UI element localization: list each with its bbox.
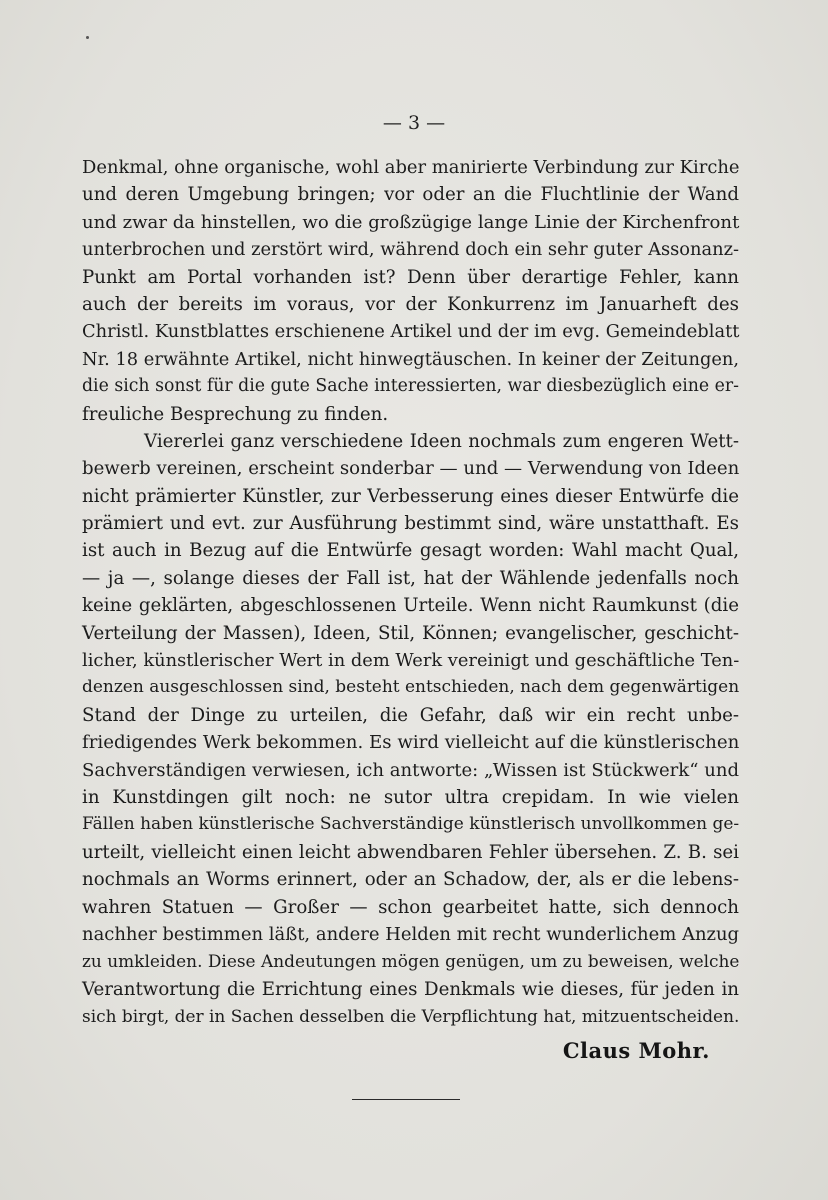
paper-speck (86, 36, 89, 39)
text-line: Viererlei ganz verschiedene Ideen nochmals zum engeren Wett- (144, 430, 739, 452)
text-line: Denkmal, ohne organische, wohl aber manirierte Verbindung zur Kirche (82, 157, 740, 178)
page-number: — 3 — (382, 112, 446, 134)
text-line: keine geklärten, abgeschlossenen Urteile. Wenn nicht Raumkunst (die (82, 595, 739, 617)
text-line: sich birgt, der in Sachen desselben die Verpflichtung hat, mitzuentscheiden. (82, 1006, 740, 1027)
end-rule-divider (352, 1099, 460, 1100)
author-signature: Claus Mohr. (562, 1038, 710, 1063)
text-line: und zwar da hinstellen, wo die großzügige lange Linie der Kirchenfront (82, 211, 740, 233)
text-line: Punkt am Portal vorhanden ist? Denn über derartige Fehler, kann (82, 266, 739, 288)
text-line: nachher bestimmen läßt, andere Helden mit recht wunderlichem Anzug (82, 923, 740, 945)
text-line: bewerb vereinen, erscheint sonderbar — und — Verwendung von Ideen (82, 458, 740, 480)
text-line: freuliche Besprechung zu finden. (82, 403, 389, 425)
text-line: nicht prämierter Künstler, zur Verbesserung eines dieser Entwürfe die (82, 485, 739, 507)
text-line: Stand der Dinge zu urteilen, die Gefahr, daß wir ein recht unbe- (82, 704, 739, 726)
text-line: Sachverständigen verwiesen, ich antworte: „Wissen ist Stückwerk“ und (82, 759, 739, 781)
text-line: wahren Statuen — Großer — schon gearbeitet hatte, sich dennoch (82, 896, 739, 918)
text-line: unterbrochen und zerstört wird, während doch ein sehr guter Assonanz- (82, 239, 739, 261)
text-line: denzen ausgeschlossen sind, besteht entschieden, nach dem gegenwärtigen (82, 677, 740, 698)
text-line: urteilt, vielleicht einen leicht abwendbaren Fehler übersehen. Z. B. sei (82, 841, 739, 863)
text-line: Fällen haben künstlerische Sachverständige künstlerisch unvollkommen ge- (82, 814, 740, 835)
text-line: ist auch in Bezug auf die Entwürfe gesagt worden: Wahl macht Qual, (82, 540, 739, 562)
text-line: Christl. Kunstblattes erschienene Artikel und der im evg. Gemeindeblatt (82, 321, 740, 343)
text-line: Verteilung der Massen), Ideen, Stil, Können; evangelischer, geschicht- (82, 622, 739, 644)
text-line: und deren Umgebung bringen; vor oder an die Fluchtlinie der Wand (82, 184, 739, 206)
text-line: nochmals an Worms erinnert, oder an Schadow, der, als er die lebens- (82, 869, 739, 891)
text-line: Verantwortung die Errichtung eines Denkmals wie dieses, für jeden in (82, 978, 739, 1000)
text-line: zu umkleiden. Diese Andeutungen mögen genügen, um zu beweisen, welche (82, 951, 740, 972)
text-line: — ja —, solange dieses der Fall ist, hat der Wählende jedenfalls noch (82, 567, 739, 589)
text-line: Nr. 18 erwähnte Artikel, nicht hinwegtäuschen. In keiner der Zeitungen, (82, 348, 739, 370)
text-line: die sich sonst für die gute Sache interessierten, war diesbezüglich eine er- (82, 376, 739, 397)
text-line: friedigendes Werk bekommen. Es wird vielleicht auf die künstlerischen (82, 732, 740, 754)
text-line: licher, künstlerischer Wert in dem Werk vereinigt und geschäftliche Ten- (82, 650, 740, 672)
text-line: auch der bereits im voraus, vor der Konkurrenz im Januarheft des (82, 293, 739, 315)
body-text (82, 154, 739, 1031)
text-line: prämiert und evt. zur Ausführung bestimmt sind, wäre unstatthaft. Es (82, 513, 739, 535)
text-line: in Kunstdingen gilt noch: ne sutor ultra crepidam. In wie vielen (82, 786, 739, 808)
